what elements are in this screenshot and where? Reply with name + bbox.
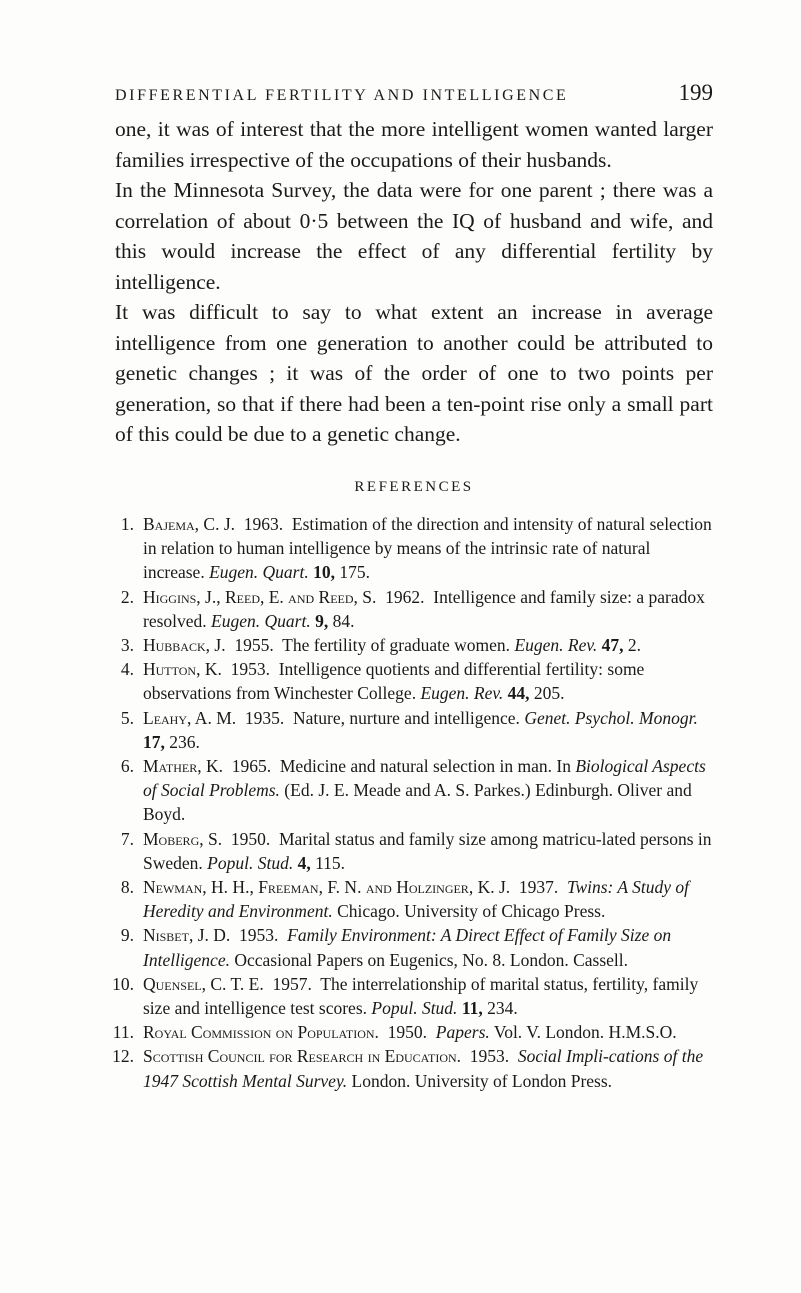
reference-journal: Eugen. Rev. — [420, 683, 504, 704]
reference-book: Papers. — [435, 1022, 490, 1043]
reference-number: 7. — [120, 828, 134, 849]
reference-number: 12. — [112, 1046, 134, 1067]
reference-number: 6. — [120, 756, 134, 777]
reference-item — [108, 706, 713, 754]
reference-title: Marital status and family size among matricu-lated persons in Sweden. — [143, 828, 712, 873]
reference-book: Family Environment: A Direct Effect of Family Size on Intelligence. — [143, 925, 672, 970]
reference-volume: 17, — [143, 731, 165, 752]
reference-year: 1962. — [385, 586, 425, 607]
reference-volume: 44, — [507, 683, 530, 704]
reference-journal: Popul. Stud. — [207, 852, 294, 873]
running-title: DIFFERENTIAL FERTILITY AND INTELLIGENCE — [115, 87, 569, 104]
reference-volume: 11, — [461, 998, 483, 1019]
reference-volume: 4, — [297, 852, 311, 873]
reference-authors: Hutton, K. — [143, 659, 222, 680]
reference-item — [108, 512, 713, 585]
reference-volume: 47, — [601, 635, 624, 656]
reference-number: 9. — [120, 925, 134, 946]
reference-year: 1953. — [239, 925, 279, 946]
reference-volume: 10, — [313, 562, 335, 583]
reference-authors: Scottish Council for Research in Education. — [143, 1046, 462, 1067]
reference-item — [108, 1020, 713, 1044]
reference-publisher: (Ed. J. E. Meade and A. S. Parkes.) Edinburgh. Oliver and Boyd. — [143, 780, 692, 825]
reference-authors: Newman, H. H., Freeman, F. N. and Holzinger, K. J. — [143, 877, 511, 898]
reference-publisher: Chicago. University of Chicago Press. — [337, 901, 606, 922]
reference-number: 4. — [120, 659, 134, 680]
reference-title: Intelligence and family size: a paradox resolved. — [143, 586, 705, 631]
reference-publisher: Vol. V. London. H.M.S.O. — [493, 1022, 677, 1043]
reference-title: Intelligence quotients and differential fertility: some observations from Winchester College. — [143, 659, 645, 704]
paragraph: It was difficult to say to what extent an increase in average intelligence from one generation to another could be attributed to genetic changes ; it was of the order of one to two points per generation, so that if there had been a ten-point rise only a small part of this could be due to a genetic change. — [115, 300, 713, 446]
reference-number: 5. — [120, 707, 134, 728]
reference-authors: Hubback, J. — [143, 635, 226, 656]
reference-authors: Mather, K. — [143, 756, 223, 777]
reference-year: 1935. — [244, 707, 285, 728]
reference-number: 2. — [120, 586, 134, 607]
reference-item — [108, 827, 713, 875]
reference-item — [108, 1044, 713, 1092]
reference-authors: Leahy, A. M. — [143, 707, 237, 728]
reference-pages: 205. — [533, 683, 565, 704]
reference-year: 1963. — [243, 514, 284, 534]
reference-book: Biological Aspects of Social Problems. — [143, 756, 706, 801]
reference-title: The interrelationship of marital status, fertility, family size and intelligence test scores. — [143, 973, 699, 1019]
reference-authors: Moberg, S. — [143, 828, 223, 849]
running-head — [115, 80, 713, 106]
reference-item — [108, 972, 713, 1020]
reference-number: 10. — [112, 973, 134, 994]
reference-year: 1965. — [231, 756, 272, 777]
body-text — [115, 114, 713, 450]
reference-year: 1955. — [234, 635, 274, 656]
reference-year: 1937. — [518, 877, 559, 898]
reference-year: 1957. — [272, 973, 312, 994]
reference-item — [108, 633, 713, 657]
reference-authors: Nisbet, J. D. — [143, 925, 231, 946]
reference-list — [108, 512, 713, 1093]
reference-volume: 9, — [315, 610, 329, 631]
reference-authors: Higgins, J., Reed, E. and Reed, S. — [143, 586, 377, 607]
reference-journal: Eugen. Rev. — [514, 635, 598, 656]
reference-pages: 2. — [627, 635, 641, 656]
reference-title: Estimation of the direction and intensity of natural selection in relation to human intelligence by means of the intrinsic rate of natural increase. — [143, 514, 712, 583]
reference-pages: 175. — [339, 562, 370, 583]
reference-book: Twins: A Study of Heredity and Environment. — [143, 877, 690, 922]
reference-journal: Eugen. Quart. — [209, 562, 309, 583]
page-number: 199 — [678, 80, 713, 105]
reference-book: Social Impli-cations of the 1947 Scottish Mental Survey. — [143, 1046, 704, 1091]
reference-authors: Quensel, C. T. E. — [143, 973, 264, 994]
reference-item — [108, 657, 713, 705]
reference-pages: 84. — [332, 610, 355, 631]
reference-item — [108, 754, 713, 827]
reference-number: 11. — [112, 1022, 134, 1043]
reference-number: 3. — [120, 635, 134, 656]
reference-title: Medicine and natural selection in man. In — [279, 756, 571, 777]
references-heading: REFERENCES — [354, 479, 474, 495]
reference-pages: 236. — [169, 731, 200, 752]
paragraph: one, it was of interest that the more intelligent women wanted larger families irrespective of the occupations of their husbands. — [115, 117, 713, 172]
reference-year: 1953. — [469, 1046, 510, 1067]
reference-item — [108, 923, 713, 971]
reference-journal: Eugen. Quart. — [211, 610, 311, 631]
reference-publisher: Occasional Papers on Eugenics, No. 8. London. Cassell. — [234, 949, 629, 970]
reference-number: 8. — [120, 877, 134, 898]
reference-publisher: London. University of London Press. — [351, 1070, 613, 1091]
reference-year: 1953. — [230, 659, 270, 680]
reference-journal: Genet. Psychol. Monogr. — [524, 707, 698, 728]
paragraph: In the Minnesota Survey, the data were for one parent ; there was a correlation of about 0·5 between the IQ of husband and wife, and this would increase the effect of any differential fertility by intelligence. — [115, 178, 713, 294]
reference-pages: 115. — [315, 852, 346, 873]
reference-item — [108, 875, 713, 923]
reference-title: The fertility of graduate women. — [282, 635, 511, 656]
reference-journal: Popul. Stud. — [371, 998, 458, 1019]
reference-pages: 234. — [487, 998, 518, 1019]
reference-authors: Royal Commission on Population. — [143, 1022, 379, 1043]
reference-item — [108, 585, 713, 633]
reference-year: 1950. — [387, 1022, 428, 1043]
reference-year: 1950. — [230, 828, 271, 849]
reference-title: Nature, nurture and intelligence. — [293, 707, 520, 728]
reference-number: 1. — [120, 514, 134, 534]
reference-authors: Bajema, C. J. — [143, 514, 236, 534]
